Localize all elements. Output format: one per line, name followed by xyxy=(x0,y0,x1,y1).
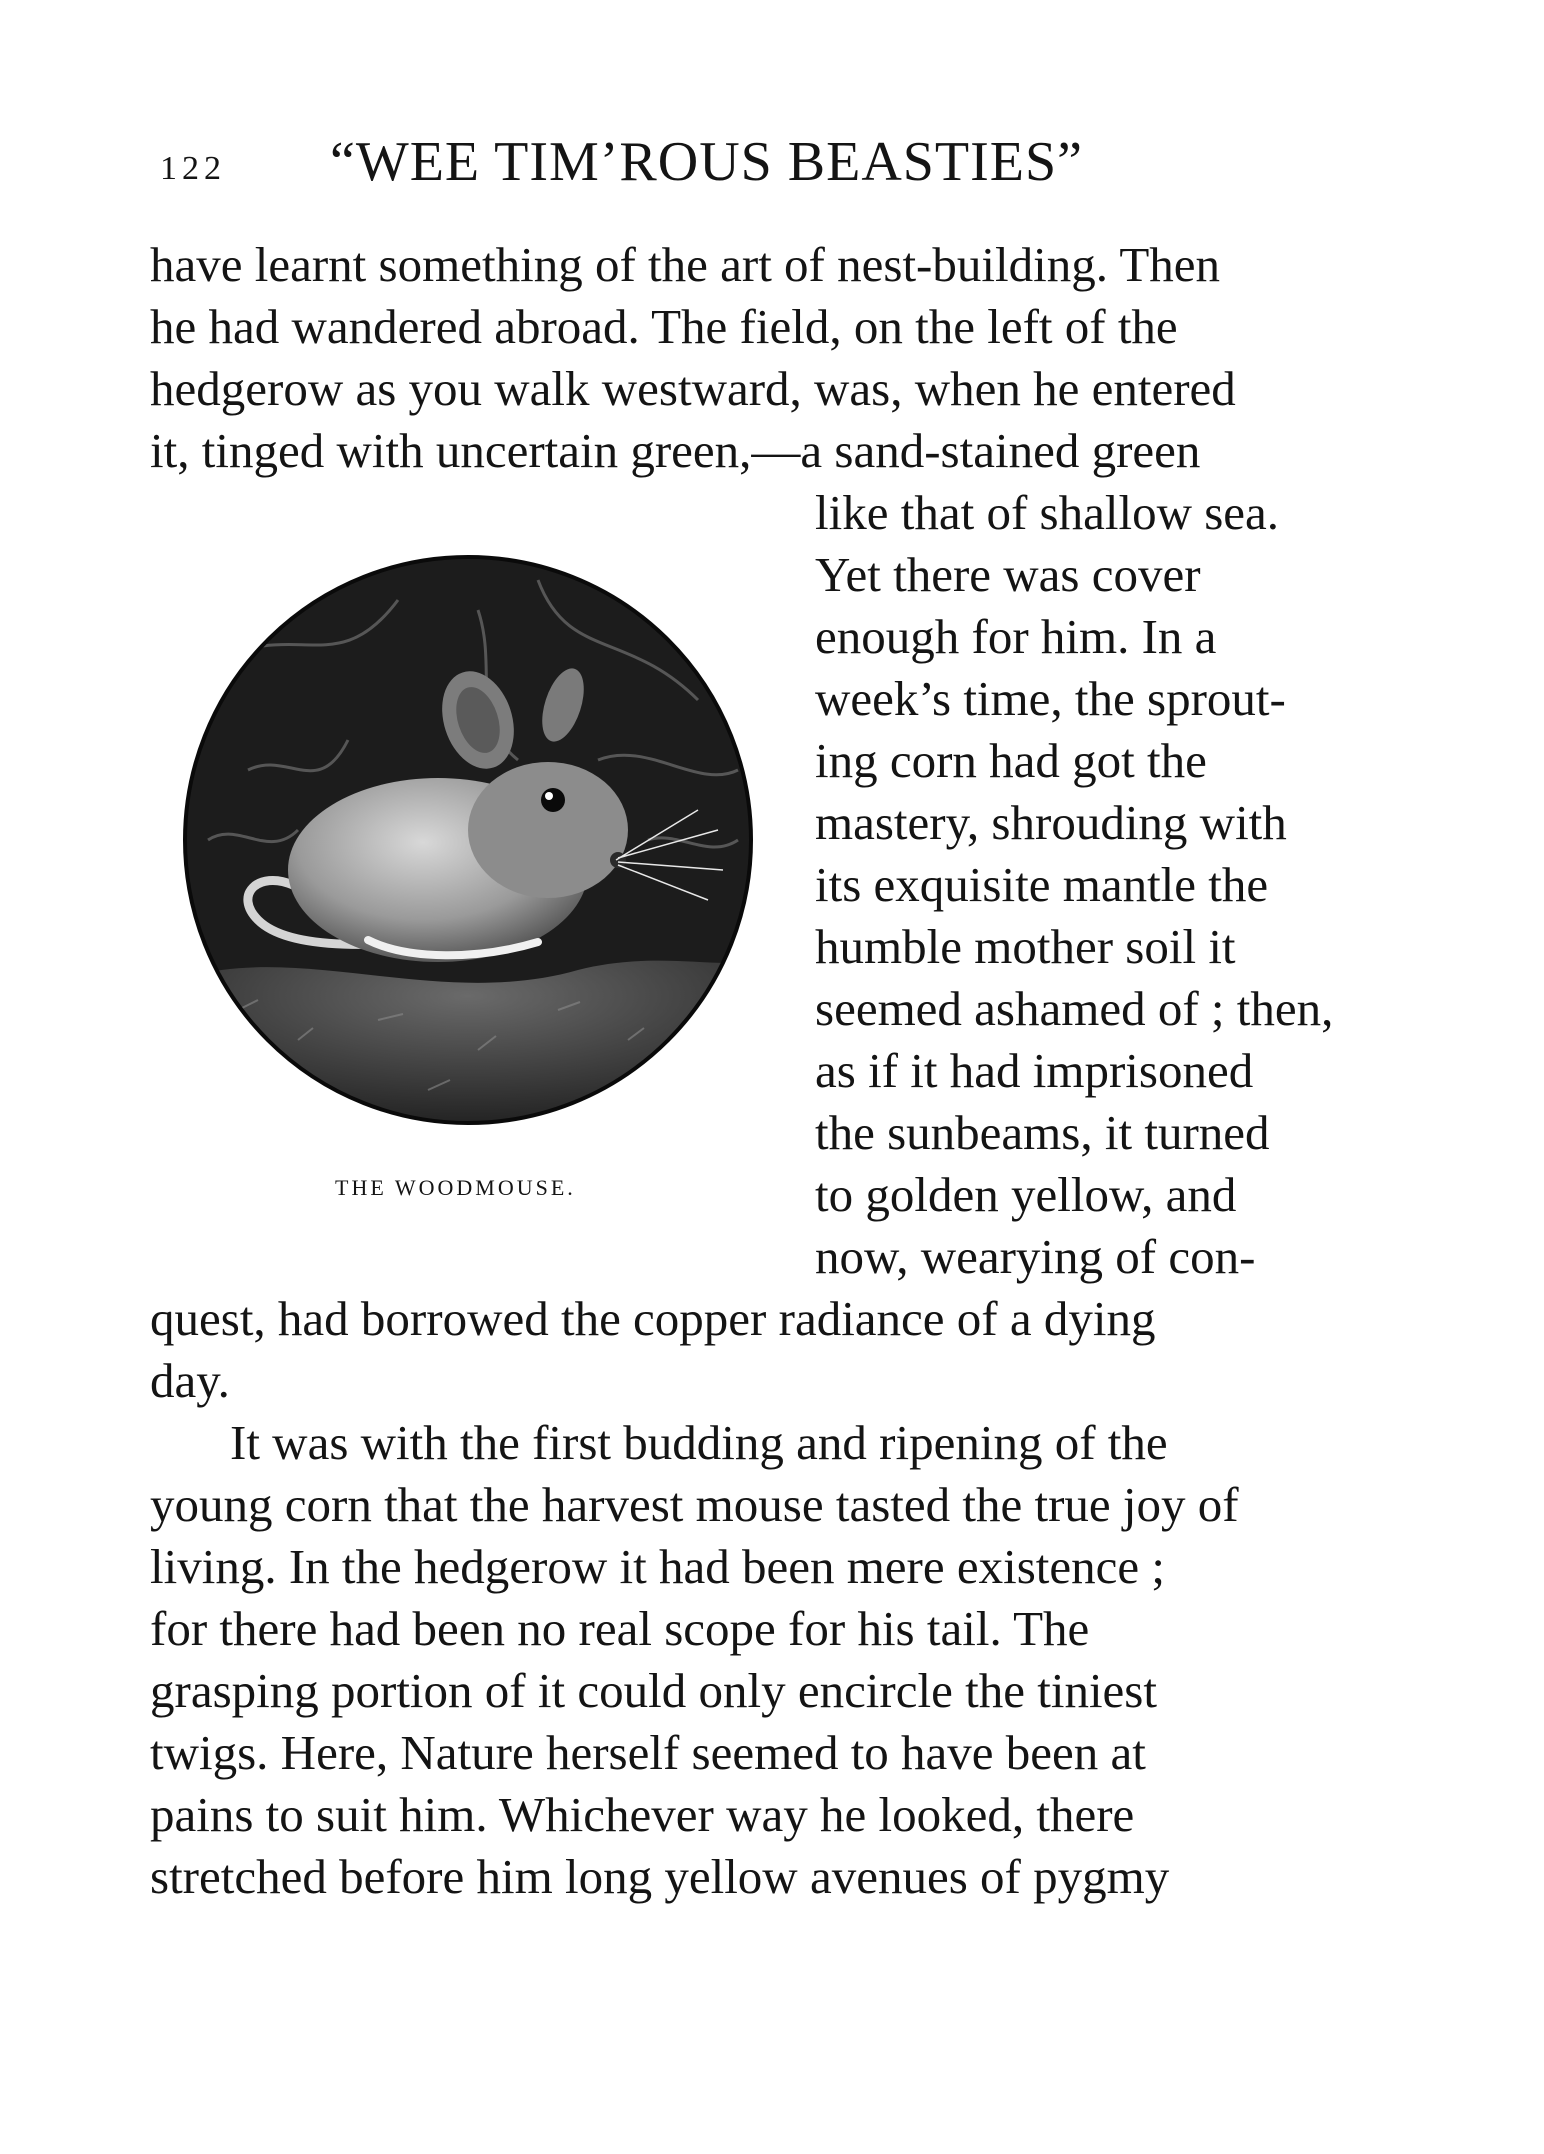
page-number: 122 xyxy=(160,150,226,187)
text-line: for there had been no real scope for his tail. The xyxy=(150,1601,1090,1656)
text-line: like that of shallow sea. xyxy=(815,485,1280,540)
text-line: he had wandered abroad. The field, on the left of the xyxy=(150,299,1178,354)
text-line: have learnt something of the art of nest-building. Then xyxy=(150,237,1221,292)
text-line: seemed ashamed of ; then, xyxy=(815,981,1334,1036)
text-line: enough for him. In a xyxy=(815,609,1217,664)
text-line: mastery, shrouding with xyxy=(815,795,1287,850)
text-line: the sunbeams, it turned xyxy=(815,1105,1270,1160)
woodmouse-illustration xyxy=(178,540,758,1140)
text-line: ing corn had got the xyxy=(815,733,1207,788)
text-line: now, wearying of con- xyxy=(815,1229,1256,1284)
text-line: twigs. Here, Nature herself seemed to have been at xyxy=(150,1725,1146,1780)
text-line: as if it had imprisoned xyxy=(815,1043,1254,1098)
text-line: stretched before him long yellow avenues of pygmy xyxy=(150,1849,1170,1904)
text-line: living. In the hedgerow it had been mere existence ; xyxy=(150,1539,1166,1594)
text-line: hedgerow as you walk westward, was, when he entered xyxy=(150,361,1236,416)
text-line: week’s time, the sprout- xyxy=(815,671,1286,726)
text-line: pains to suit him. Whichever way he looked, there xyxy=(150,1787,1135,1842)
text-line: young corn that the harvest mouse tasted the true joy of xyxy=(150,1477,1239,1532)
text-line: Yet there was cover xyxy=(815,547,1201,602)
text-line: humble mother soil it xyxy=(815,919,1236,974)
text-line: quest, had borrowed the copper radiance of a dying xyxy=(150,1291,1156,1346)
running-title: “WEE TIM’ROUS BEASTIES” xyxy=(330,131,1083,193)
text-line: It was with the first budding and ripening of the xyxy=(230,1415,1168,1470)
text-line: to golden yellow, and xyxy=(815,1167,1237,1222)
text-line: grasping portion of it could only encircle the tiniest xyxy=(150,1663,1157,1718)
text-line: day. xyxy=(150,1353,230,1408)
text-line: its exquisite mantle the xyxy=(815,857,1269,912)
text-line: it, tinged with uncertain green,—a sand-stained green xyxy=(150,423,1201,478)
running-header xyxy=(0,124,1544,204)
figure-caption: THE WOODMOUSE. xyxy=(335,1175,576,1200)
